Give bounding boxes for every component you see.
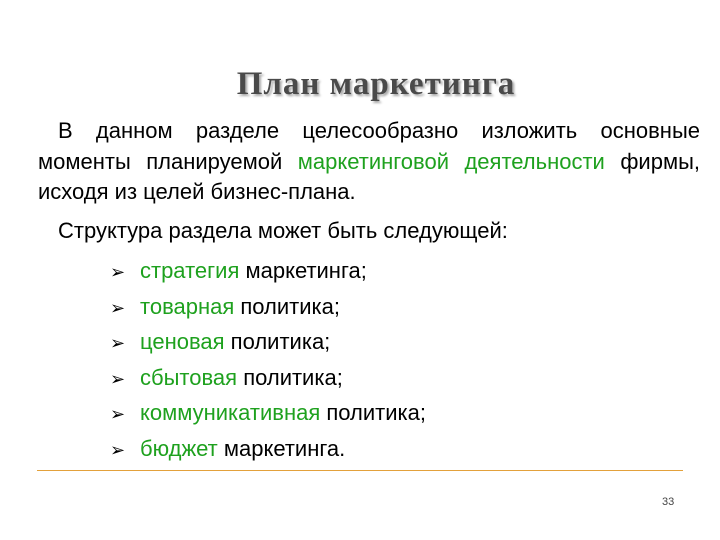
list-item-rest: политика;	[224, 329, 331, 354]
list-item	[110, 290, 426, 326]
list-item	[110, 432, 426, 468]
slide-title: План маркетинга	[236, 66, 516, 102]
list-item-term: сбытовая	[140, 364, 238, 390]
list-item-term: коммуникативная	[140, 400, 321, 425]
structure-list	[110, 254, 426, 467]
list-item-rest: политика;	[237, 364, 343, 390]
list-item-term: стратегия	[140, 258, 240, 283]
footer-divider	[37, 470, 683, 471]
list-item-rest: маркетинга;	[239, 258, 367, 283]
list-item-rest: политика;	[234, 293, 341, 319]
arrow-bullet-icon: ➢	[110, 404, 126, 424]
list-item-rest: политика;	[320, 400, 426, 425]
arrow-bullet-icon: ➢	[110, 297, 126, 318]
arrow-bullet-icon: ➢	[110, 262, 126, 282]
list-item	[110, 361, 426, 397]
list-item-term: бюджет	[140, 435, 218, 461]
intro-paragraph	[38, 116, 700, 208]
list-item	[110, 254, 426, 290]
structure-heading: Структура раздела может быть следующей:	[58, 218, 508, 243]
page-number: 33	[662, 496, 675, 508]
intro-text-start: В данном разделе целесообразно изложить основные моменты планируемой	[38, 118, 700, 174]
arrow-bullet-icon: ➢	[110, 368, 126, 389]
intro-text-end: фирмы, исходя из целей бизнес-плана.	[38, 148, 700, 204]
list-item-term: товарная	[140, 293, 235, 319]
arrow-bullet-icon: ➢	[110, 333, 126, 353]
list-item	[110, 325, 426, 361]
arrow-bullet-icon: ➢	[110, 439, 126, 460]
list-item	[110, 396, 426, 432]
list-item-rest: маркетинга.	[217, 435, 346, 461]
intro-highlight: маркетинговой деятельности	[297, 148, 605, 174]
list-item-term: ценовая	[140, 329, 225, 354]
